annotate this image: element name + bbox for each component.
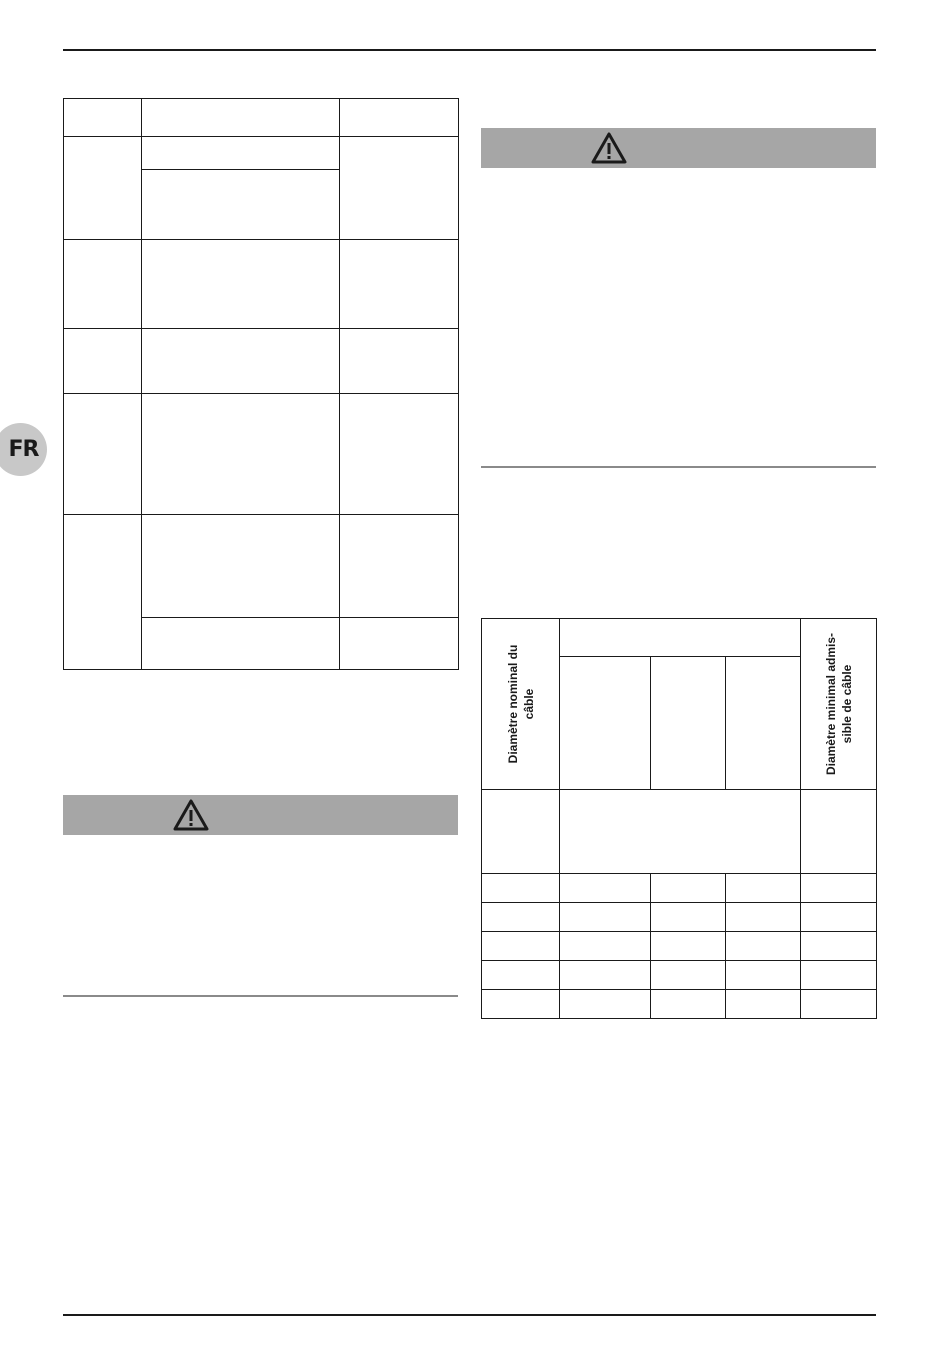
table-cell	[340, 240, 459, 329]
table-row	[64, 329, 459, 394]
subheader-cell	[726, 657, 801, 790]
subheader-cell	[651, 657, 726, 790]
table-cell	[801, 932, 877, 961]
language-tab	[0, 423, 47, 476]
table-cell	[142, 618, 340, 670]
header-cell-minimal-diameter	[801, 619, 877, 790]
table-header-row	[482, 619, 877, 657]
table-row	[64, 394, 459, 515]
table-cell	[64, 240, 142, 329]
table-cell	[482, 990, 560, 1019]
page-bottom-rule	[63, 1314, 876, 1316]
table-cell	[340, 394, 459, 515]
table-cell	[482, 932, 560, 961]
cable-diameter-table	[481, 618, 877, 1019]
table-row	[64, 240, 459, 329]
header-text-nominal-diameter: Diamètre nominal du câble	[505, 644, 536, 764]
table-cell	[560, 990, 651, 1019]
table-cell	[142, 170, 340, 240]
table-cell	[482, 874, 560, 903]
table-cell	[340, 99, 459, 137]
table-cell	[64, 99, 142, 137]
table-cell	[560, 961, 651, 990]
table-cell	[482, 903, 560, 932]
table-cell	[142, 99, 340, 137]
table-row	[482, 961, 877, 990]
table-cell	[142, 329, 340, 394]
table-cell	[726, 932, 801, 961]
table-cell	[651, 961, 726, 990]
table-cell	[340, 137, 459, 240]
right-section-divider	[481, 466, 876, 468]
table-cell	[142, 137, 340, 170]
table-cell	[340, 618, 459, 670]
table-cell	[726, 903, 801, 932]
left-warning-bar	[63, 795, 458, 835]
table-cell	[801, 961, 877, 990]
table-cell	[726, 961, 801, 990]
table-cell	[651, 874, 726, 903]
table-row	[482, 903, 877, 932]
table-cell	[560, 790, 801, 874]
table-cell	[142, 240, 340, 329]
table-cell	[482, 790, 560, 874]
table-cell	[64, 394, 142, 515]
table-row	[482, 990, 877, 1019]
table-row	[64, 137, 459, 170]
table-row	[482, 932, 877, 961]
table-row	[482, 874, 877, 903]
table-cell	[64, 329, 142, 394]
table-cell	[64, 515, 142, 670]
table-cell	[142, 515, 340, 618]
page-top-rule	[63, 49, 876, 51]
table-cell	[560, 903, 651, 932]
table-cell	[651, 990, 726, 1019]
left-section-divider	[63, 995, 458, 997]
table-row	[482, 790, 877, 874]
header-text-minimal-diameter: Diamètre minimal admis- sible de câble	[823, 632, 854, 776]
right-warning-bar	[481, 128, 876, 168]
language-tab-label: FR	[8, 437, 39, 462]
warning-triangle-icon	[590, 131, 628, 165]
table-row	[64, 515, 459, 618]
table-cell	[560, 932, 651, 961]
table-cell	[64, 137, 142, 240]
table-cell	[726, 990, 801, 1019]
table-cell	[801, 903, 877, 932]
table-cell	[340, 329, 459, 394]
header-cell-group	[560, 619, 801, 657]
table-cell	[142, 394, 340, 515]
warning-triangle-icon	[172, 798, 210, 832]
table-row	[64, 99, 459, 137]
table-cell	[651, 903, 726, 932]
header-cell-nominal-diameter	[482, 619, 560, 790]
table-cell	[801, 990, 877, 1019]
specification-table	[63, 98, 459, 670]
table-cell	[340, 515, 459, 618]
table-cell	[726, 874, 801, 903]
table-cell	[801, 790, 877, 874]
table-cell	[482, 961, 560, 990]
table-cell	[560, 874, 651, 903]
table-cell	[651, 932, 726, 961]
subheader-cell	[560, 657, 651, 790]
table-cell	[801, 874, 877, 903]
